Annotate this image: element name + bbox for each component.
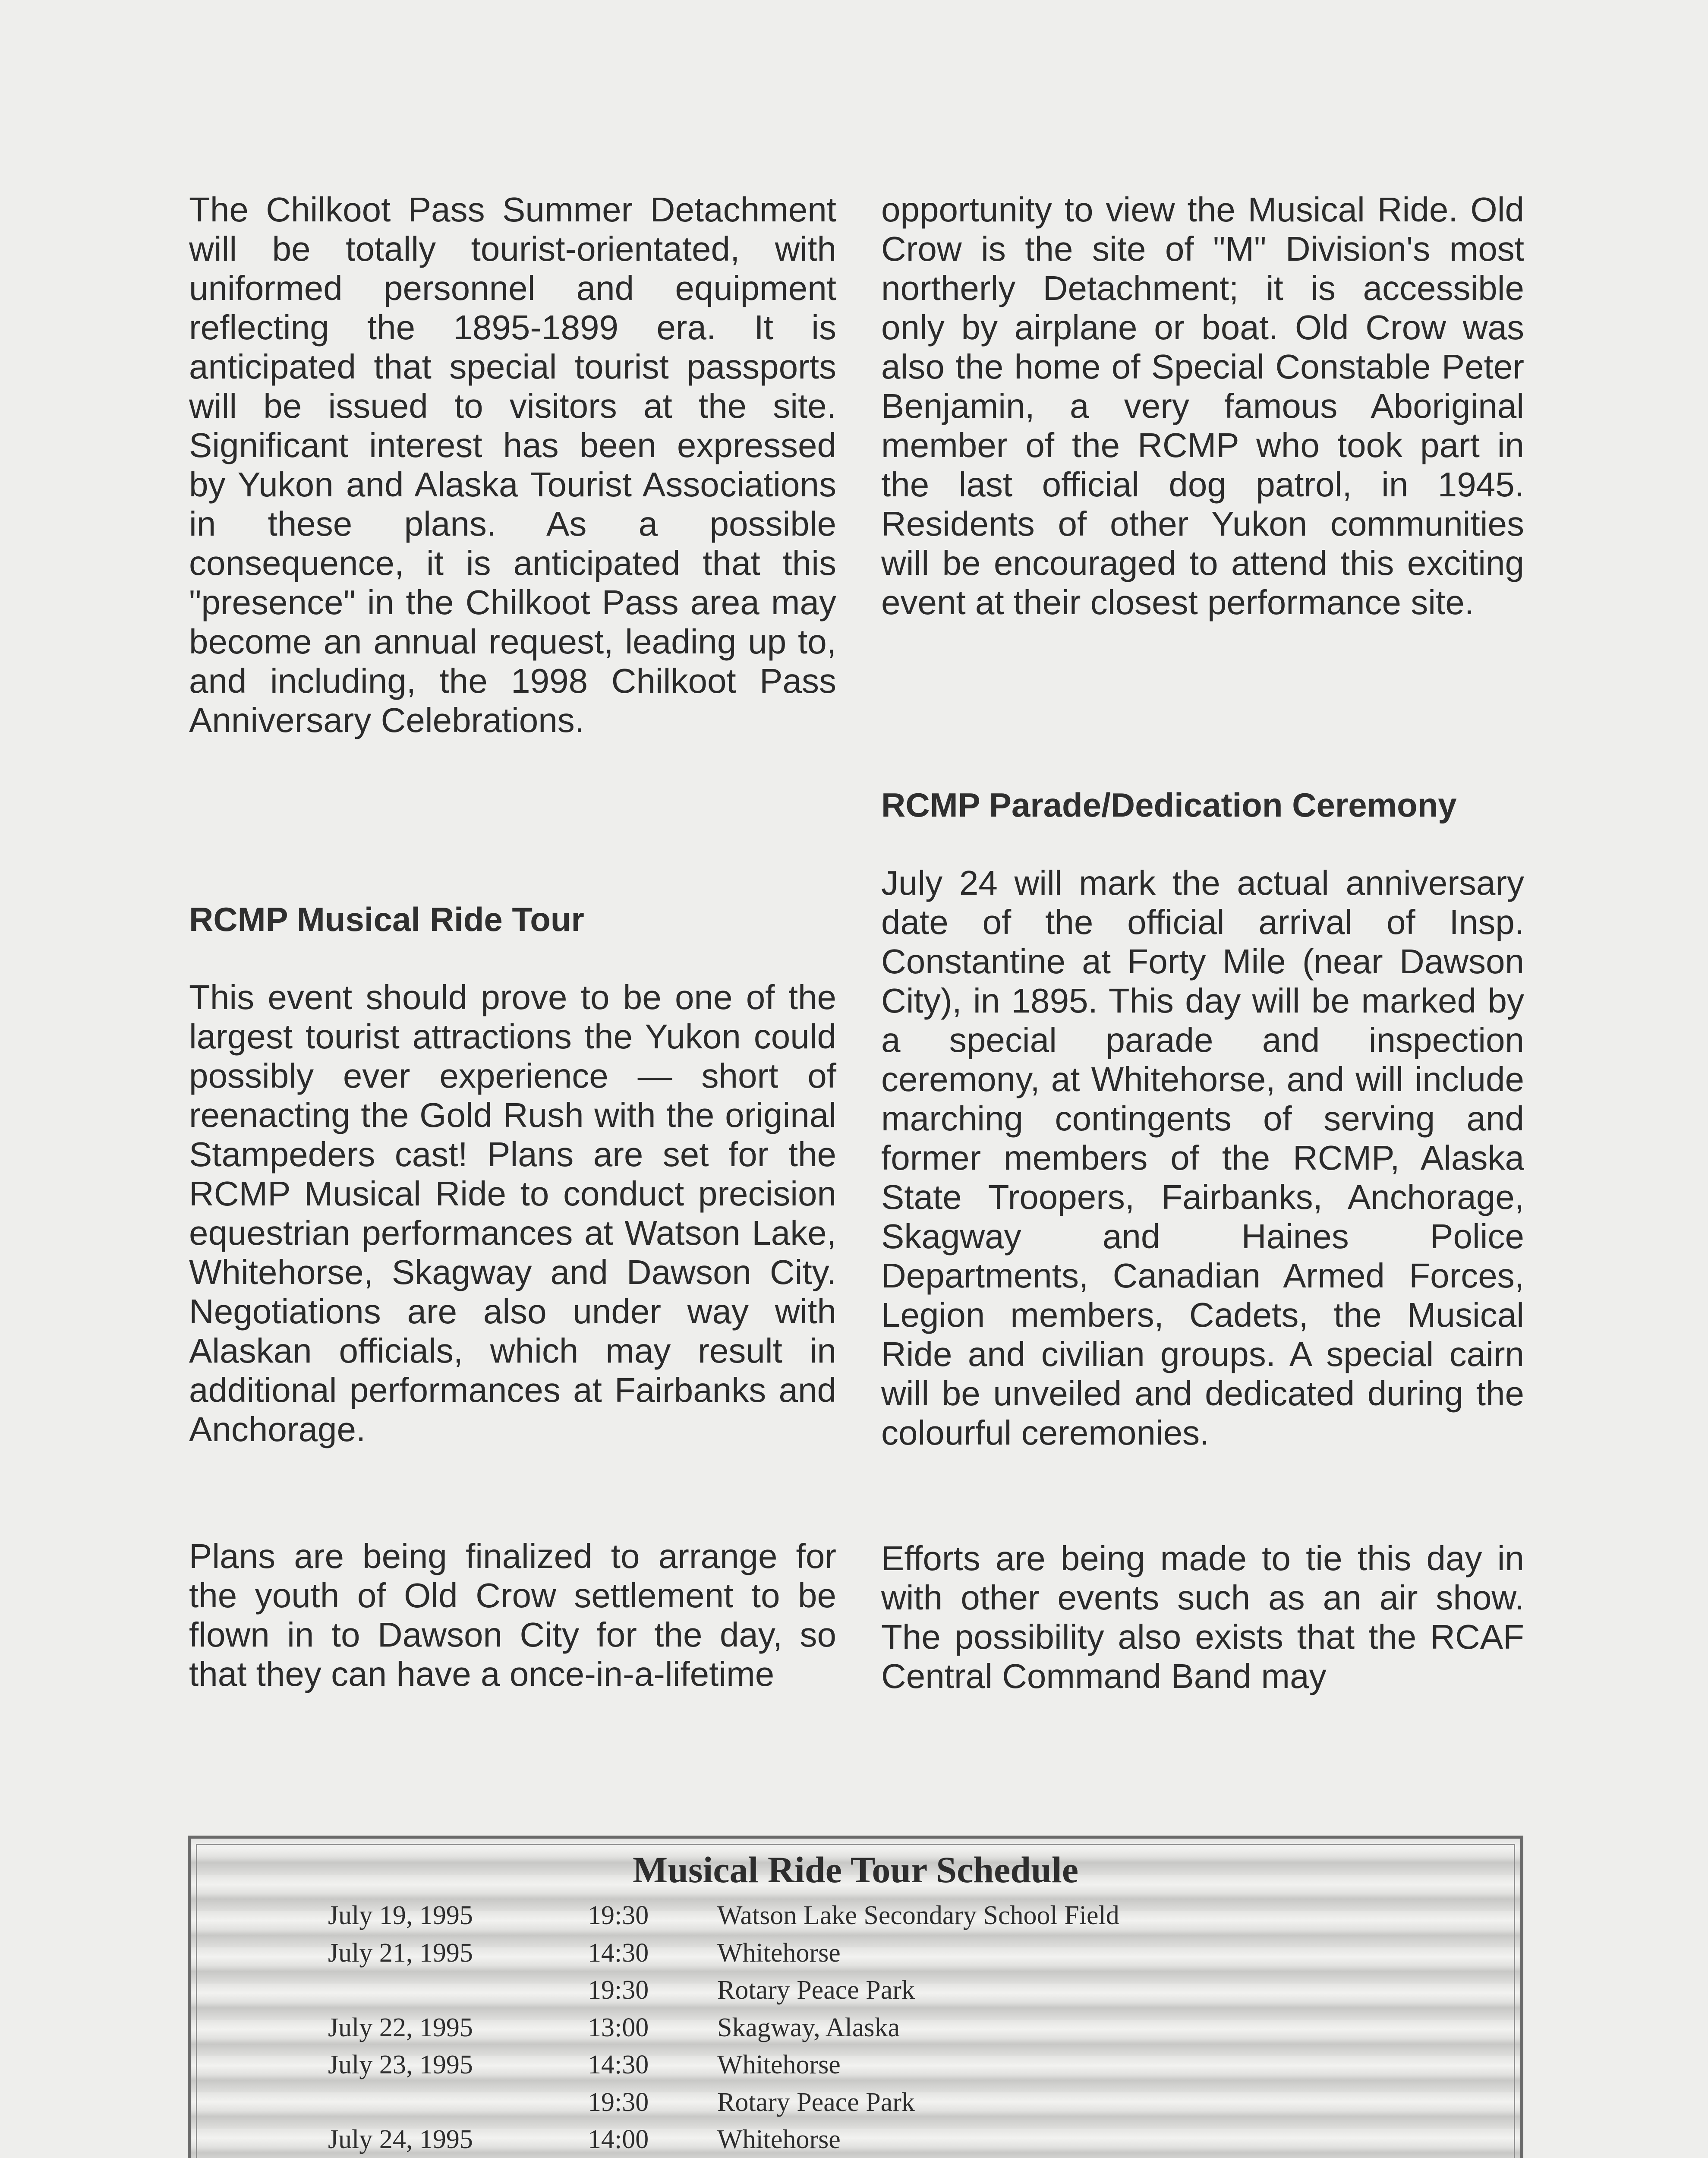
efforts-paragraph: Efforts are being made to tie this day in with other events such as an air show. The possibility also exists that the RCAF Central Command Band may	[881, 1539, 1524, 1695]
schedule-place: Skagway, Alaska	[717, 2013, 900, 2042]
schedule-row	[191, 1972, 1520, 2009]
schedule-date: July 23, 1995	[328, 2050, 473, 2079]
schedule-row	[191, 1897, 1520, 1934]
schedule-date: July 19, 1995	[328, 1901, 473, 1930]
musical-ride-heading: RCMP Musical Ride Tour	[189, 900, 584, 938]
schedule-time: 19:30	[588, 2087, 649, 2117]
chilkoot-paragraph: The Chilkoot Pass Summer Detachment will be totally tourist-orientated, with uniformed personnel and equipment reflecting the 1895-1899 era. It is anticipated that special tourist passports will be issued to visitors at the site. Significant interest has been expressed by Yukon and Alaska Tourist Associations in these plans. As a possible consequence, it is anticipated that this "presence" in the Chilkoot Pass area may become an annual request, leading up to, and including, the 1998 Chilkoot Pass Anniversary Celebrations.	[189, 190, 836, 739]
schedule-date: July 24, 1995	[328, 2125, 473, 2154]
tour-schedule-table	[191, 1897, 1520, 2158]
old-crow-paragraph: Plans are being finalized to arrange for the youth of Old Crow settlement to be flown in to Dawson City for the day, so that they can have a once-in-a-lifetime	[189, 1537, 836, 1693]
schedule-time: 14:30	[588, 1938, 649, 1968]
schedule-place: Whitehorse	[717, 1938, 841, 1968]
schedule-row	[191, 1934, 1520, 1972]
schedule-date: July 21, 1995	[328, 1938, 473, 1968]
schedule-date: July 22, 1995	[328, 2013, 473, 2042]
schedule-place: Watson Lake Secondary School Field	[717, 1901, 1119, 1930]
schedule-time: 13:00	[588, 2013, 649, 2042]
schedule-place: Whitehorse	[717, 2050, 841, 2079]
schedule-place: Rotary Peace Park	[717, 2087, 915, 2117]
old-crow-paragraph-block	[189, 1536, 836, 1694]
schedule-time: 14:30	[588, 2050, 649, 2079]
tour-schedule-box	[188, 1836, 1523, 2158]
schedule-row	[191, 2046, 1520, 2084]
schedule-row	[191, 2121, 1520, 2158]
parade-paragraph-block	[881, 863, 1524, 1452]
schedule-time: 19:30	[588, 1901, 649, 1930]
musical-ride-paragraph: This event should prove to be one of the largest tourist attractions the Yukon could possibly ever experience — short of reenacting the Gold Rush with the original Stampeders cast! Plans are set for the RCMP Musical Ride to conduct precision equestrian performances at Watson Lake, Whitehorse, Skagway and Dawson City. Negotiations are also under way with Alaskan officials, which may result in additional performances at Fairbanks and Anchorage.	[189, 978, 836, 1448]
parade-dedication-heading: RCMP Parade/Dedication Ceremony	[881, 786, 1457, 824]
opportunity-paragraph: opportunity to view the Musical Ride. Old Crow is the site of "M" Division's most northerly Detachment; it is accessible only by airplane or boat. Old Crow was also the home of Special Constable Peter Benjamin, a very famous Aboriginal member of the RCMP who took part in the last official dog patrol, in 1945. Residents of other Yukon communities will be encouraged to attend this exciting event at their closest performance site.	[881, 190, 1524, 622]
schedule-time: 19:30	[588, 1975, 649, 2005]
efforts-paragraph-block	[881, 1539, 1524, 1696]
tour-schedule-title: Musical Ride Tour Schedule	[632, 1849, 1078, 1890]
schedule-row	[191, 2009, 1520, 2047]
schedule-time: 14:00	[588, 2125, 649, 2154]
musical-ride-paragraph-block	[189, 978, 836, 1449]
left-intro-paragraph	[189, 190, 836, 740]
schedule-row	[191, 2084, 1520, 2121]
parade-paragraph: July 24 will mark the actual anniversary date of the official arrival of Insp. Constantine at Forty Mile (near Dawson City), in 1895. This day will be marked by a special parade and inspection ceremony, at Whitehorse, and will include marching contingents of serving and former members of the RCMP, Alaska State Troopers, Fairbanks, Anchorage, Skagway and Haines Police Departments, Canadian Armed Forces, Legion members, Cadets, the Musical Ride and civilian groups. A special cairn will be unveiled and dedicated during the colourful ceremonies.	[881, 864, 1524, 1452]
schedule-place: Rotary Peace Park	[717, 1975, 915, 2005]
schedule-place: Whitehorse	[717, 2125, 841, 2154]
right-intro-paragraph	[881, 190, 1524, 622]
